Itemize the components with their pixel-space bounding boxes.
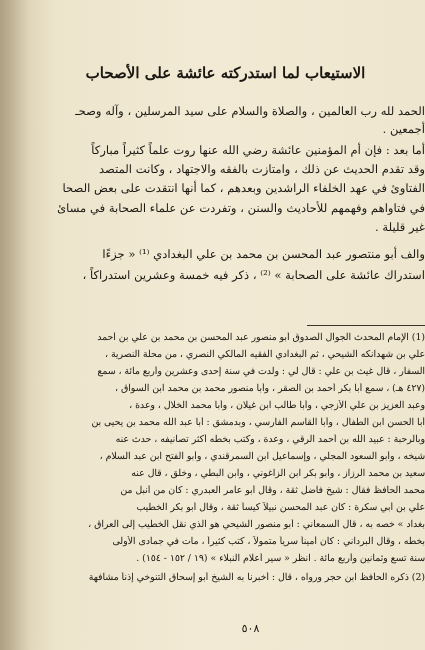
page-content xyxy=(38,0,425,650)
footnote-line-10: محمد الحافظ فقال : شيخ فاضل ثقة ، وقال أبو عامر العبدري : كان من أنبل من xyxy=(120,485,425,496)
footnote-line-14: سنة تسع وثمانين وأربع مائة . انظر « سير أعلام النبلاء » (١٩ / ١٥٢ - ١٥٤) . xyxy=(136,553,425,564)
footnote-line-12: بغداد » خصه به ، قال السمعاني : أبو منصور الشيحي هو الذي نقل الخطيب إلى العراق ، xyxy=(88,519,425,530)
footnote-line-4: (٤٢٧ هـ) ، سمع أبا بكر أحمد بن الصقر ، وأبا منصور محمد بن محمد ابن السواق ، xyxy=(115,383,425,394)
body-line-8: والف أبو منتصور عبد المحسن بن محمد بن علي البغدادي ⁽¹⁾ « جزءًا xyxy=(102,247,425,261)
footnote-line-9: سعيد بن محمد الرزاز ، وأبو بكر ابن الزاغوني ، وابن البطي ، وخلق ، قال عنه xyxy=(131,468,425,479)
footnote-line-7: وبالرحبة : عبيد الله بن أحمد الرقي ، وعدة ، وكتب بخطه أكثر تصانيفه ، حدث عنه xyxy=(115,434,425,445)
footnote-separator xyxy=(307,325,425,326)
body-line-3: أما بعد : فإن أم المؤمنين عائشة رضي الله عنها روت علماً كثيراً مباركاً xyxy=(91,143,425,157)
footnote-line-15: (2) ذكره الحافظ ابن حجر ورواه ، قال : أخبرنا به الشيخ أبو إسحاق التنوخي إذناً مشافهة xyxy=(88,572,425,583)
footnote-line-11: علي بن أبي سكرة : كان عبد المحسن نبيلاً كيساً ثقة ، وقال أبو بكر الخطيب xyxy=(136,502,425,513)
footnote-line-13: بخطه ، وقال البرداني : كان أميناً سرياً متمولاً ، كتب كثيراً ، مات في جمادى الأولى xyxy=(112,536,425,547)
body-line-1: الحمد لله رب العالمين ، والصلاة والسلام على سيد المرسلين ، وآله وصحـ xyxy=(75,104,425,118)
footnote-line-2: علي بن شهدانكه الشيحي ، ثم البغدادي الفقيه المالكي النصري ، من محلة النصرية ، xyxy=(104,349,425,360)
footnote-line-5: وعبد العزيز بن علي الأزجي ، وأبا طالب ابن غيلان ، وأبا محمد الخلال ، وعدة ، xyxy=(129,400,425,411)
page-spine-shadow xyxy=(0,0,30,650)
body-line-4: وقد تقدم الحديث عن ذلك ، وامتازت بالفقه والاجتهاد ، وكانت المتصد xyxy=(98,162,425,176)
footnote-line-1: (1) الإمام المحدث الجوال الصدوق أبو منصور عبد المحسن بن محمد بن علي بن أحمد xyxy=(97,332,425,343)
footnote-line-6: أبا الحسن ابن الطفال ، وأبا القاسم الفارسي ، وبدمشق : أبا عبد الله محمد بن يحيى بن xyxy=(91,417,425,428)
body-line-6: في فتاواهم وفهمهم للأحاديث والسنن ، وتفردت عن علماء الصحابة في مسائ xyxy=(57,201,425,215)
footnote-line-3: السفار ، قال غيث بن علي : قال لي : ولدت في سنة إحدى وعشرين وأربع مائة ، سمع xyxy=(97,366,425,377)
footnote-line-8: شيخه ، وأبو السعود المجلي ، وإسماعيل ابن السمرقندي ، وأبو الفتح ابن عبد السلام ، xyxy=(99,451,425,462)
page-number: ٥٠٨ xyxy=(241,622,260,635)
body-line-9: استدراك عائشة على الصحابة » ⁽²⁾ ، ذكر فيه خمسة وعشرين استدراكاً ، xyxy=(82,268,425,282)
body-line-5: الفتاوئ في عهد الخلفاء الراشدين وبعدهم ، كما أنها انتقدت على بعض الصحا xyxy=(62,181,425,195)
page-title: الاستيعاب لما استدركته عائشة على الأصحاب xyxy=(85,64,366,82)
body-line-2: أجمعين . xyxy=(382,122,425,136)
body-line-7: غير قليلة . xyxy=(375,220,425,234)
